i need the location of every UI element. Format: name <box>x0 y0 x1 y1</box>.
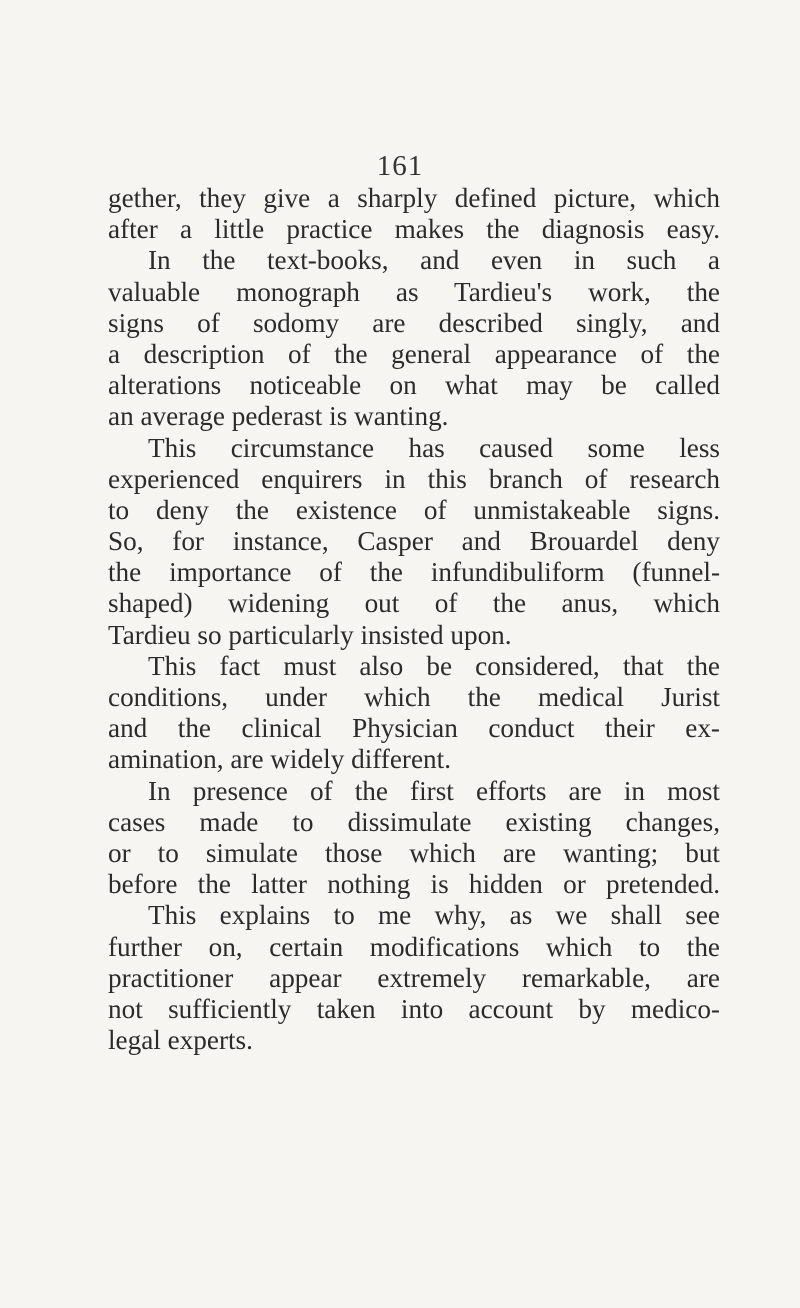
text-line: a description of the general appearance of the <box>108 338 720 369</box>
text-line: the importance of the infundibuliform (funnel- <box>108 557 720 588</box>
text-line: valuable monograph as Tardieu's work, the <box>108 276 720 307</box>
text-line: gether, they give a sharply defined picture, which <box>108 183 720 213</box>
text-line: signs of sodomy are described singly, and <box>108 307 720 338</box>
text-line: conditions, under which the medical Jurist <box>108 682 720 712</box>
text-line: In presence of the first efforts are in most <box>148 775 720 806</box>
text-line: or to simulate those which are wanting; but <box>108 837 720 868</box>
text-line: after a little practice makes the diagnosis easy. <box>108 214 720 245</box>
text-line: amination, are widely different. <box>108 744 451 775</box>
text-line: practitioner appear extremely remarkable, are <box>108 962 720 993</box>
text-line: shaped) widening out of the anus, which <box>108 588 720 619</box>
text-line: not sufficiently taken into account by medico- <box>108 993 720 1024</box>
text-line: This fact must also be considered, that the <box>148 650 720 681</box>
text-line: This explains to me why, as we shall see <box>148 900 720 931</box>
text-line: and the clinical Physician conduct their ex- <box>108 713 720 744</box>
body-text <box>108 183 720 1056</box>
text-line: Tardieu so particularly insisted upon. <box>108 619 512 650</box>
text-line: further on, certain modifications which to the <box>108 931 720 962</box>
text-line: an average pederast is wanting. <box>108 401 449 432</box>
text-line: to deny the existence of unmistakeable signs. <box>108 494 720 525</box>
text-line: experienced enquirers in this branch of research <box>108 463 720 494</box>
text-line: In the text-books, and even in such a <box>148 245 720 276</box>
page-number: 161 <box>376 150 424 182</box>
text-line: So, for instance, Casper and Brouardel deny <box>108 526 720 557</box>
text-line: cases made to dissimulate existing changes, <box>108 806 720 837</box>
text-line: legal experts. <box>108 1025 253 1056</box>
text-line: alterations noticeable on what may be called <box>108 370 720 401</box>
text-line: This circumstance has caused some less <box>148 432 720 463</box>
text-line: before the latter nothing is hidden or pretended. <box>108 869 720 900</box>
